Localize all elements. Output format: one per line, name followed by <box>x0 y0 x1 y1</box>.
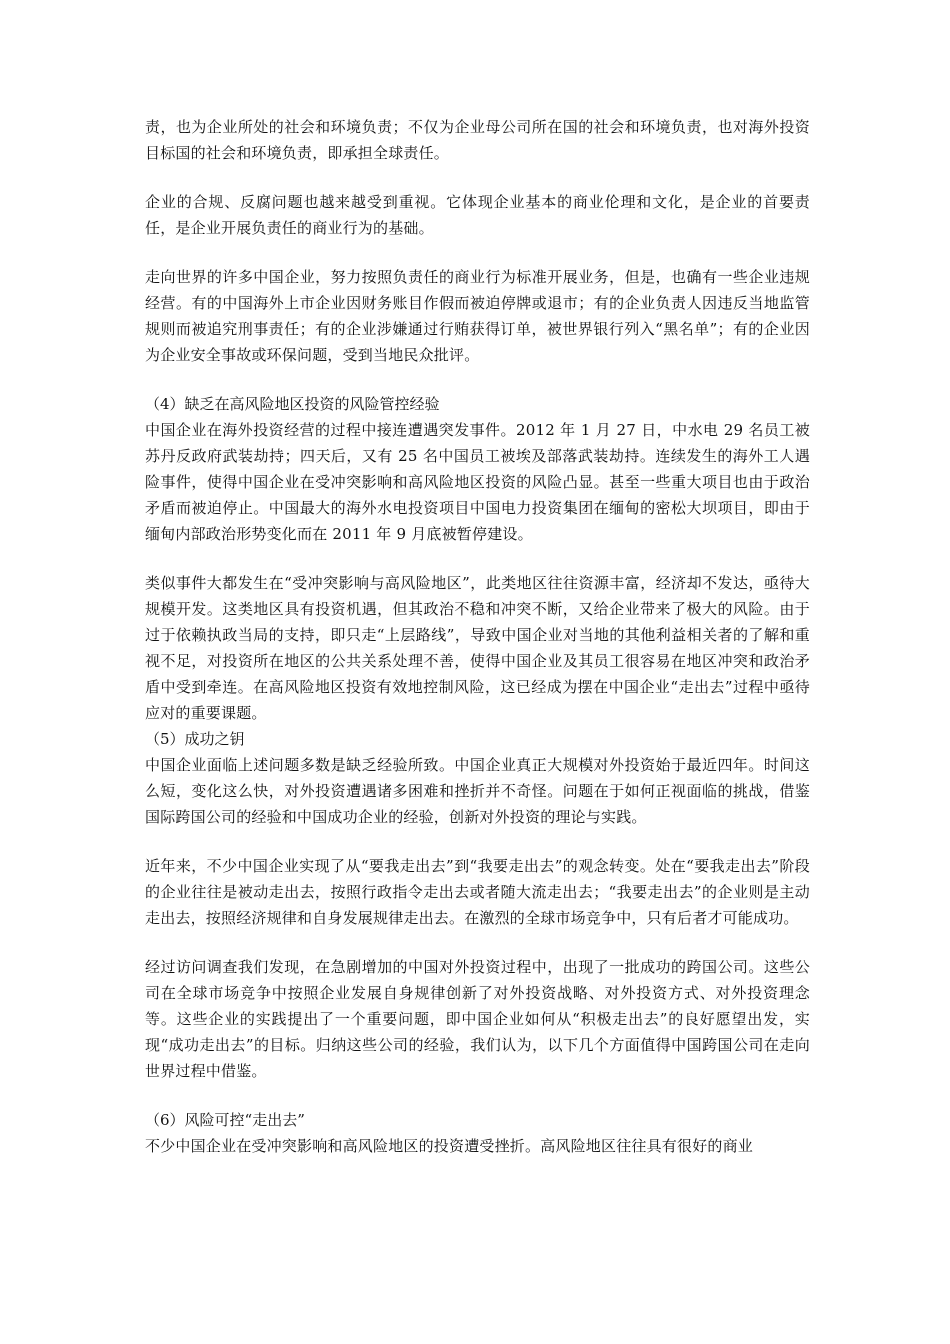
paragraph-high-risk-regions: 类似事件大都发生在“受冲突影响与高风险地区”，此类地区往往资源丰富，经济却不发达，亟待大规模开发。这类地区具有投资机遇，但其政治不稳和冲突不断，又给企业带来了极大的风险。由于过于依赖执政当局的支持，即只走“上层路线”，导致中国企业对当地的其他利益相关者的了解和重视不足，对投资所在地区的公共关系处理不善，使得中国企业及其员工很容易在地区冲突和政治矛盾中受到牵连。在高风险地区投资有效地控制风险，这已经成为摆在中国企业“走出去”过程中亟待应对的重要课题。 <box>145 574 810 722</box>
paragraph-risk-control: 不少中国企业在受冲突影响和高风险地区的投资遭受挫折。高风险地区往往具有很好的商业 <box>145 1137 754 1155</box>
paragraph-lack-of-experience: 中国企业面临上述问题多数是缺乏经验所致。中国企业真正大规模对外投资始于最近四年。时间这么短，变化这么快，对外投资遭遇诸多困难和挫折并不奇怪。问题在于如何正视面临的挑战，借鉴国际跨国公司的经验和中国成功企业的经验，创新对外投资的理论与实践。 <box>145 756 810 826</box>
paragraph-successful-companies: 经过访问调查我们发现，在急剧增加的中国对外投资过程中，出现了一批成功的跨国公司。这些公司在全球市场竞争中按照企业发展自身规律创新了对外投资战略、对外投资方式、对外投资理念等。这些企业的实践提出了一个重要问题，即中国企业如何从“积极走出去”的良好愿望出发，实现“成功走出去”的目标。归纳这些公司的经验，我们认为，以下几个方面值得中国跨国公司在走向世界过程中借鉴。 <box>145 958 810 1080</box>
section-heading-4: （4）缺乏在高风险地区投资的风险管控经验 <box>145 395 440 413</box>
paragraph-mindset-shift: 近年来，不少中国企业实现了从“要我走出去”到“我要走出去”的观念转变。处在“要我走出去”阶段的企业往往是被动走出去，按照行政指令走出去或者随大流走出去；“我要走出去”的企业则是主动走出去，按照经济规律和自身发展规律走出去。在激烈的全球市场竞争中，只有后者才可能成功。 <box>145 857 810 927</box>
paragraph-incidents: 中国企业在海外投资经营的过程中接连遭遇突发事件。2012 年 1 月 27 日，中水电 29 名员工被苏丹反政府武装劫持；四天后，又有 25 名中国员工被埃及部落武装劫持。连续发生的海外工人遇险事件，使得中国企业在受冲突影响和高风险地区投资的风险凸显。甚至一些重大项目也由于政治矛盾而被迫停止。中国最大的海外水电投资项目中国电力投资集团在缅甸的密松大坝项目，即由于缅甸内部政治形势变化而在 2011 年 9 月底被暂停建设。 <box>145 421 810 543</box>
paragraph-compliance: 企业的合规、反腐问题也越来越受到重视。它体现企业基本的商业伦理和文化，是企业的首要责任，是企业开展负责任的商业行为的基础。 <box>145 193 810 237</box>
paragraph-violations: 走向世界的许多中国企业，努力按照负责任的商业行为标准开展业务，但是，也确有一些企业违规经营。有的中国海外上市企业因财务账目作假而被迫停牌或退市；有的企业负责人因违反当地监管规则而被追究刑事责任；有的企业涉嫌通过行贿获得订单，被世界银行列入“黑名单”；有的企业因为企业安全事故或环保问题，受到当地民众批评。 <box>145 268 810 364</box>
section-heading-6: （6）风险可控“走出去” <box>145 1111 305 1129</box>
paragraph-global-responsibility: 责，也为企业所处的社会和环境负责；不仅为企业母公司所在国的社会和环境负责，也对海外投资目标国的社会和环境负责，即承担全球责任。 <box>145 118 810 162</box>
section-heading-5: （5）成功之钥 <box>145 730 245 748</box>
document-body <box>145 114 810 1159</box>
